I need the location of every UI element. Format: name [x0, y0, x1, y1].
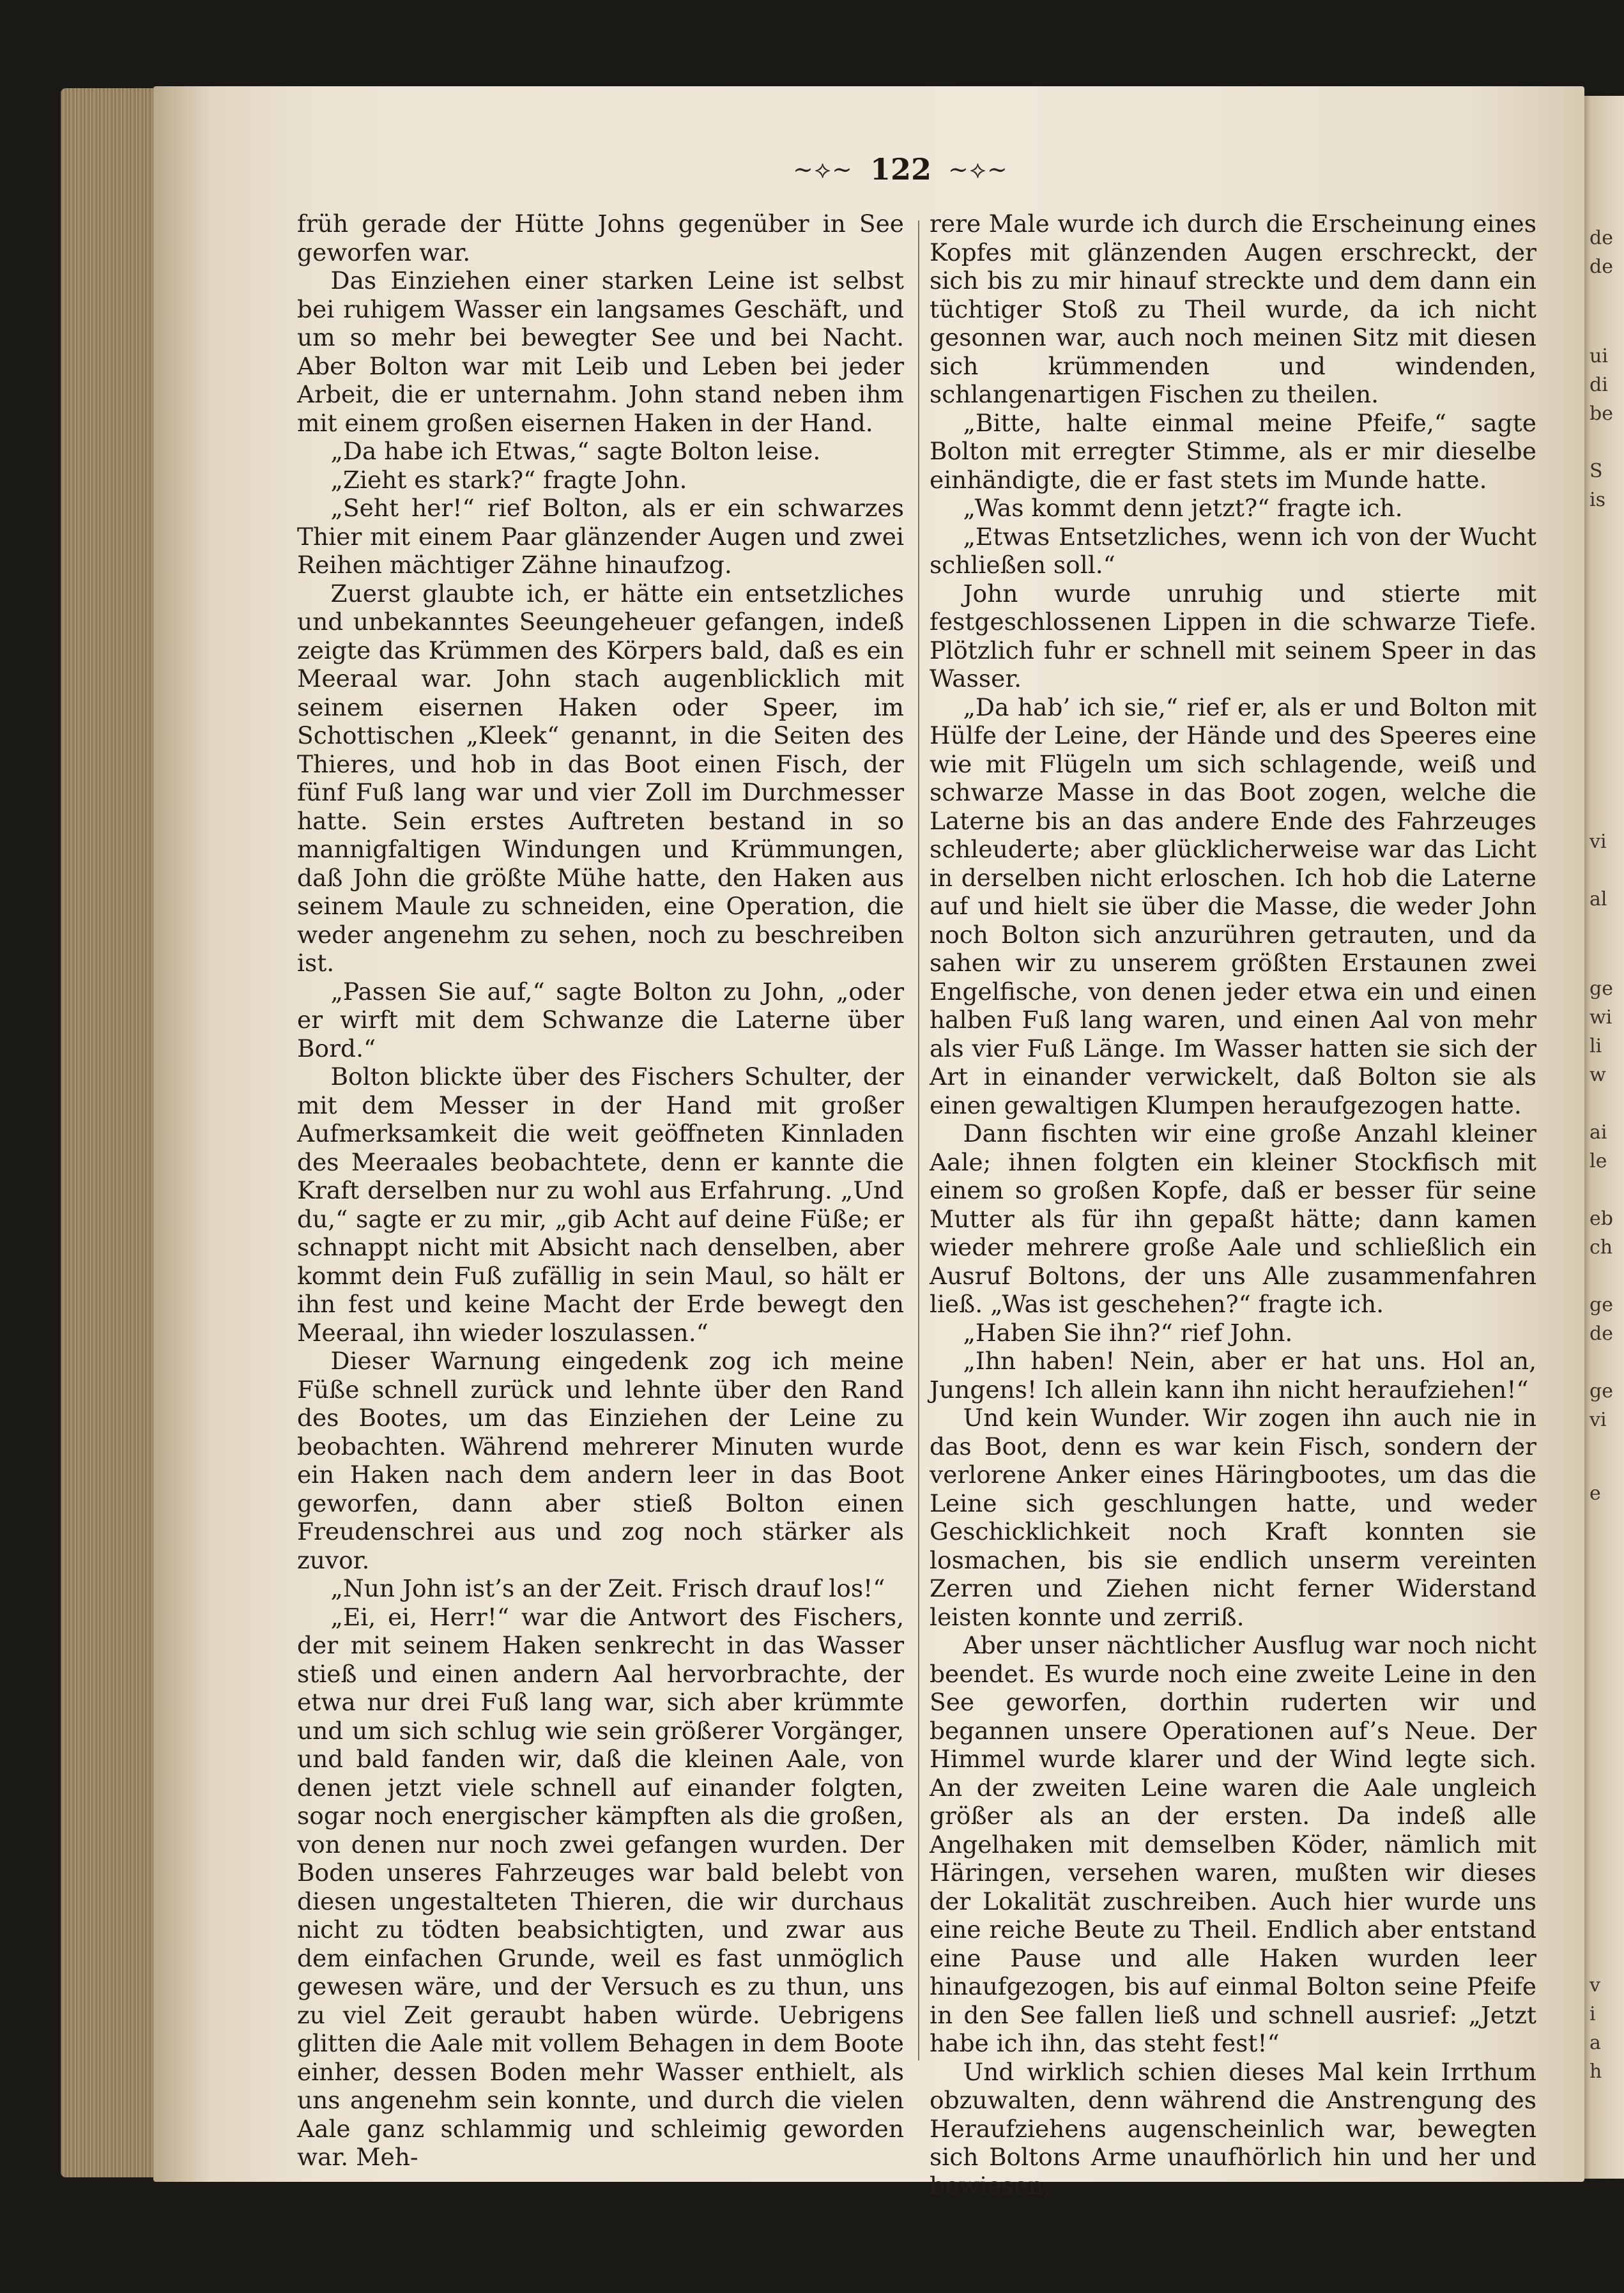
paragraph: „Seht her!“ rief Bolton, als er ein schwarzes Thier mit einem Paar glänzender Augen und zwei Reihen mächtiger Zähne hinaufzog.: [297, 494, 904, 579]
paragraph: „Nun John ist’s an der Zeit. Frisch drauf los!“: [330, 1574, 885, 1602]
facing-page-fragment: de: [1590, 1323, 1613, 1345]
page-number: 122: [869, 152, 932, 187]
facing-page-fragment: v: [1590, 1974, 1600, 1997]
column-divider: [918, 220, 919, 2060]
paragraph: „Zieht es stark?“ fragte John.: [330, 465, 687, 494]
right-column: [930, 210, 1536, 2200]
paragraph: rere Male wurde ich durch die Erscheinung eines Kopfes mit glänzenden Augen erschreckt, der sich bis zu mir hinauf streckte und dem dann ein tüchtiger Stoß zu Theil wurde, da ich nicht gesonnen war, auch noch meinen Sitz mit diesen sich krümmenden und windenden, schlangenartigen Fischen zu theilen.: [930, 210, 1536, 408]
facing-page-fragment: al: [1590, 888, 1607, 910]
facing-page-fragment: di: [1590, 374, 1608, 396]
facing-page-fragment: ai: [1590, 1121, 1607, 1144]
facing-page-fragment: wi: [1590, 1006, 1613, 1029]
paragraph: „Was kommt denn jetzt?“ fragte ich.: [963, 494, 1403, 522]
paragraph: „Ihn haben! Nein, aber er hat uns. Hol an, Jungens! Ich allein kann ihn nicht heraufziehen!“: [930, 1347, 1536, 1404]
ornament-right-icon: ~⟡~: [948, 155, 1009, 183]
facing-page-fragment: le: [1590, 1150, 1607, 1172]
paragraph: „Da hab’ ich sie,“ rief er, als er und Bolton mit Hülfe der Leine, der Hände und des Speeres eine wie mit Flügeln um sich schlagende, weiß und schwarze Masse in das Boot zogen, welche die Laterne bis an das andere Ende des Fahrzeuges schleuderte; aber glücklicherweise war das Licht in derselben nicht erloschen. Ich hob die Laterne auf und hielt sie über die Masse, die weder John noch Bolton sich anzurühren getrauten, und da sahen wir zu unserem größten Erstaunen zwei Engelfische, von denen jeder etwa ein und einen halben Fuß lang waren, und einen Aal von mehr als vier Fuß Länge. Im Wasser hatten sie sich der Art in einander verwickelt, daß Bolton sie als einen gewaltigen Klumpen heraufgezogen hatte.: [930, 693, 1536, 1119]
paragraph: Aber unser nächtlicher Ausflug war noch nicht beendet. Es wurde noch eine zweite Leine in den See geworfen, dorthin ruderten wir und begannen unsere Operationen auf’s Neue. Der Himmel wurde klarer und der Wind legte sich. An der zweiten Leine waren die Aale ungleich größer als an der ersten. Da indeß alle Angelhaken mit demselben Köder, nämlich mit Häringen, versehen waren, mußten wir dieses der Lokalität zuschreiben. Auch hier wurde uns eine reiche Beute zu Theil. Endlich aber entstand eine Pause und alle Haken wurden leer hinaufgezogen, bis auf einmal Bolton seine Pfeife in den See fallen ließ und schnell ausrief: „Jetzt habe ich ihn, das steht fest!“: [930, 1631, 1536, 2057]
paragraph: Bolton blickte über des Fischers Schulter, der mit dem Messer in der Hand mit großer Aufmerksamkeit die weit geöffneten Kinnladen des Meeraales beobachtete, denn er kannte die Kraft derselben nur zu wohl aus Erfahrung. „Und du,“ sagte er zu mir, „gib Acht auf deine Füße; er schnappt nicht mit Absicht nach denselben, aber kommt dein Fuß zufällig in sein Maul, so hält er ihn fest und keine Macht der Erde bewegt den Meeraal, ihn wieder loszulassen.“: [297, 1062, 904, 1347]
facing-page-fragment: vi: [1590, 1409, 1607, 1431]
page-header: [703, 144, 1099, 195]
paragraph: „Passen Sie auf,“ sagte Bolton zu John, „oder er wirft mit dem Schwanze die Laterne über Bord.“: [297, 977, 904, 1062]
facing-page-fragment: a: [1590, 2032, 1601, 2054]
facing-page-fragment: S: [1590, 460, 1603, 482]
paragraph: „Bitte, halte einmal meine Pfeife,“ sagte Bolton mit erregter Stimme, als er mir dieselbe einhändigte, die er fast stets im Munde hatte.: [930, 408, 1536, 494]
facing-page-fragment: vi: [1590, 831, 1607, 853]
paragraph: Das Einziehen einer starken Leine ist selbst bei ruhigem Wasser ein langsames Geschäft, und um so mehr bei bewegter See und bei Nacht. Aber Bolton war mit Leib und Leben bei jeder Arbeit, die er unternahm. John stand neben ihm mit einem großen eisernen Haken in der Hand.: [297, 266, 904, 437]
facing-page-fragment: e: [1590, 1482, 1601, 1505]
facing-page-fragment: ge: [1590, 978, 1613, 1000]
paragraph: „Haben Sie ihn?“ rief John.: [963, 1318, 1293, 1347]
facing-page-fragment: eb: [1590, 1208, 1613, 1230]
facing-page-fragment: de: [1590, 256, 1613, 278]
facing-page-fragment: h: [1590, 2060, 1602, 2083]
paragraph: früh gerade der Hütte Johns gegenüber in See geworfen war.: [297, 210, 904, 266]
facing-page-fragment: de: [1590, 227, 1613, 249]
facing-page-fragment: ch: [1590, 1236, 1613, 1259]
facing-page-fragment: ui: [1590, 345, 1608, 367]
ornament-left-icon: ~⟡~: [793, 155, 854, 183]
facing-page-fragment: ge: [1590, 1380, 1613, 1402]
paragraph: „Ei, ei, Herr!“ war die Antwort des Fischers, der mit seinem Haken senkrecht in das Wasser stieß und einen andern Aal hervorbrachte, der etwa nur drei Fuß lang war, sich aber krümmte und um sich schlug wie sein größerer Vorgänger, und bald fanden wir, daß die kleinen Aale, von denen jetzt viele schnell auf einander folgten, sogar noch energischer kämpften als die großen, von denen nur noch zwei gefangen wurden. Der Boden unseres Fahrzeuges war bald belebt von diesen ungestalteten Thieren, die wir durchaus nicht zu tödten beabsichtigten, und zwar aus dem einfachen Grunde, weil es fast unmöglich gewesen wäre, und der Versuch es zu thun, uns zu viel Zeit geraubt haben würde. Uebrigens glitten die Aale mit vollem Behagen in dem Boote einher, dessen Boden mehr Wasser enthielt, als uns angenehm sein konnte, und durch die vielen Aale ganz schlammig und schleimig geworden war. Meh-: [297, 1602, 904, 2171]
paragraph: Dieser Warnung eingedenk zog ich meine Füße schnell zurück und lehnte über den Rand des Bootes, um das Einziehen der Leine zu beobachten. Während mehrerer Minuten wurde ein Haken nach dem andern leer in das Boot geworfen, dann aber stieß Bolton einen Freudenschrei aus und zog noch stärker als zuvor.: [297, 1347, 904, 1574]
paragraph: „Da habe ich Etwas,“ sagte Bolton leise.: [330, 437, 821, 465]
facing-page-fragment: ge: [1590, 1294, 1613, 1316]
facing-page-fragment: be: [1590, 403, 1613, 425]
paragraph: Und kein Wunder. Wir zogen ihn auch nie in das Boot, denn es war kein Fisch, sondern der verlorene Anker eines Häringbootes, um das die Leine sich geschlungen hatte, und weder Geschicklichkeit noch Kraft konnten sie losmachen, bis sie endlich unserm vereinten Zerren und Ziehen nicht ferner Widerstand leisten konnte und zerriß.: [930, 1404, 1536, 1631]
left-column: [297, 210, 904, 2171]
paragraph: Zuerst glaubte ich, er hätte ein entsetzliches und unbekanntes Seeungeheuer gefangen, indeß zeigte das Krümmen des Körpers bald, daß es ein Meeraal war. John stach augenblicklich mit seinem eisernen Haken oder Speer, im Schottischen „Kleek“ genannt, in die Seiten des Thieres, und hob in das Boot einen Fisch, der fünf Fuß lang war und vier Zoll im Durchmesser hatte. Sein erstes Auftreten bestand in so mannigfaltigen Windungen und Krümmungen, daß John die größte Mühe hatte, den Haken aus seinem Maule zu schneiden, eine Operation, die weder angenehm zu sehen, noch zu beschreiben ist.: [297, 579, 904, 977]
facing-page-fragment: w: [1590, 1064, 1606, 1086]
paragraph: Und wirklich schien dieses Mal kein Irrthum obzuwalten, denn während die Anstrengung des Heraufziehens augenscheinlich war, bewegten sich Boltons Arme unaufhörlich hin und her und bewiesen,: [930, 2057, 1536, 2200]
facing-page-fragment: i: [1590, 2003, 1596, 2025]
paragraph: Dann fischten wir eine große Anzahl kleiner Aale; ihnen folgten ein kleiner Stockfisch mit einem so großen Kopfe, daß er besser für seine Mutter als für ihn gepaßt hätte; dann kamen wieder mehrere große Aale und schließlich ein Ausruf Boltons, der uns Alle zusammenfahren ließ. „Was ist geschehen?“ fragte ich.: [930, 1119, 1536, 1318]
paragraph: John wurde unruhig und stierte mit festgeschlossenen Lippen in die schwarze Tiefe. Plötzlich fuhr er schnell mit seinem Speer in das Wasser.: [930, 579, 1536, 693]
facing-page-fragment: li: [1590, 1035, 1602, 1057]
paragraph: „Etwas Entsetzliches, wenn ich von der Wucht schließen soll.“: [930, 522, 1536, 579]
facing-page-fragment: is: [1590, 489, 1605, 511]
